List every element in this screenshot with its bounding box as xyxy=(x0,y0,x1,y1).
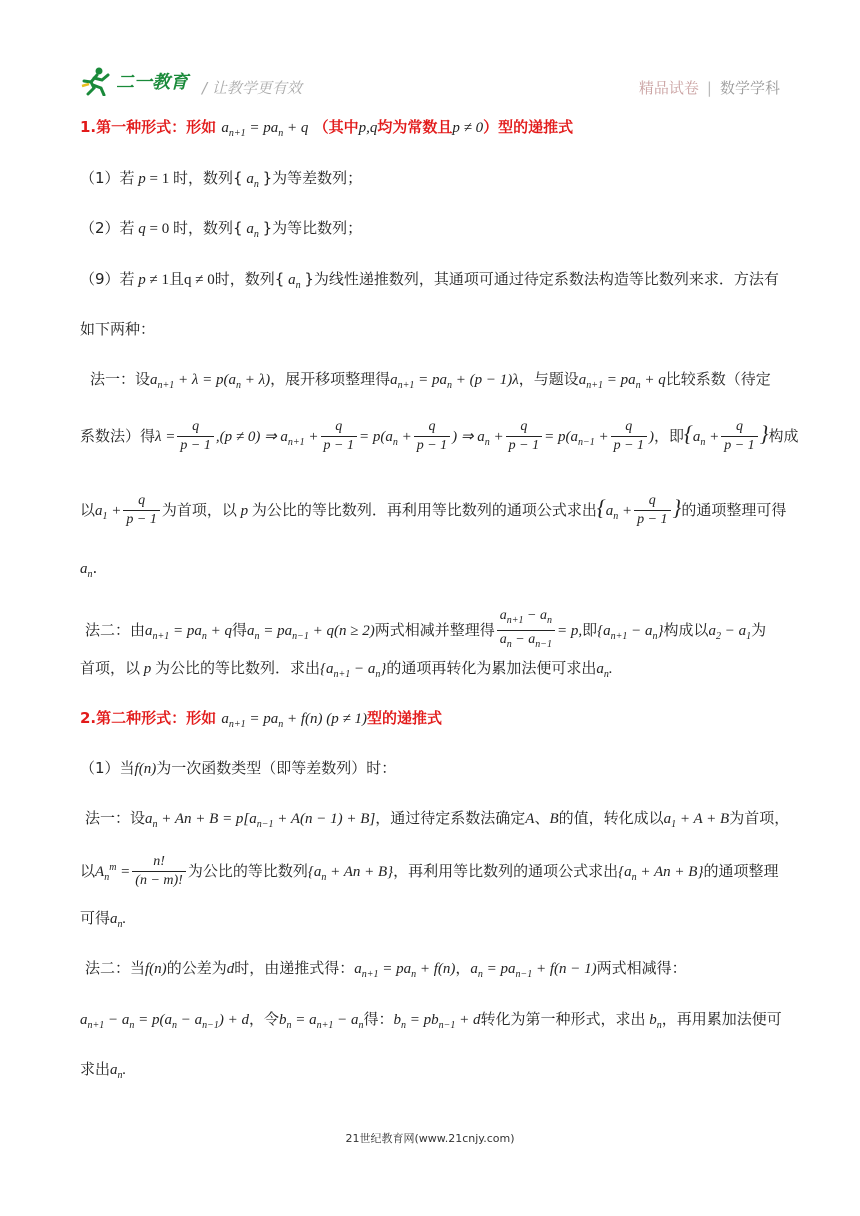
text: }为等差数列； xyxy=(262,169,363,187)
text: }为等比数列； xyxy=(262,219,363,237)
text: 为一次函数类型（即等差数列）时： xyxy=(156,759,397,777)
text: 的公差为 xyxy=(166,959,227,977)
text: （9）若 xyxy=(80,270,135,288)
method-2-line-1: 法二：由$a_{n+1} = pa_n + q$得$a_n = pa_{n-1} + q(n \ge 2)$两式相减并整理得 $\frac{a_{n+1} - a_n}{a_n - a_{n-1}}$ = p,即$\{a_{n+1} - a_n\}$构成以$a_2 - a_1$为 xyxy=(85,608,767,650)
text: 时，数列{ xyxy=(214,270,285,288)
s2-method-1-line-2: 以$A_n^m$ = $\frac{n!}{(n - m)!}$ 为公比的等比数列$\{a_n + An + B\}$，再利用等比数列的通项公式求出$\{a_n + An + B\}$的通项整理 xyxy=(80,854,779,888)
text: 两式相减并整理得 xyxy=(374,620,495,639)
s2-para-1: （1）当f(n)为一次函数类型（即等差数列）时： xyxy=(80,759,397,777)
header-right xyxy=(639,77,780,98)
text: 的通项整理 xyxy=(703,862,779,880)
text: ，再用累加法便可 xyxy=(661,1010,782,1028)
page-footer: 21世纪教育网(www.21cnjy.com) xyxy=(345,1132,515,1145)
text: 法二：当 xyxy=(85,959,146,977)
text: 为首项，以 xyxy=(161,501,237,519)
s2-method-2-line-1: 法二：当f(n)的公差为d时，由递推式得：$a_{n+1} = pa_n + f(n)$，$a_n = pa_{n-1} + f(n - 1)$两式相减得： xyxy=(85,959,687,980)
text: 可得 xyxy=(80,909,111,927)
text: 时，数列{ xyxy=(173,169,243,187)
page-header xyxy=(80,66,780,106)
text: （2）若 xyxy=(80,219,135,237)
s1-title-text: 1.第一种形式：形如 xyxy=(80,118,217,136)
text: 且 xyxy=(169,270,185,288)
text: 构成以 xyxy=(663,620,709,639)
text: （1）当 xyxy=(80,759,135,777)
text: 构成 xyxy=(768,427,799,445)
text: 为 xyxy=(751,620,767,639)
header-label: 精品试卷 xyxy=(638,79,699,97)
method-2-line-2: 首项，以 p 为公比的等比数列．求出$\{a_{n+1} - a_n\}$的通项再转化为累加法便可求出$a_n$. xyxy=(80,659,613,680)
text: 为公比的等比数列．再利用等比数列的通项公式求出 xyxy=(251,501,597,519)
s2-method-1-line-1: 法一：设$a_n + An + B = p[a_{n-1} + A(n - 1) + B]$，通过待定系数法确定A、B的值，转化成以$a_1 + A + B$为首项， xyxy=(85,809,790,830)
section-2-title: 2.第二种形式：形如 $a_{n+1} = pa_n + f(n) (p \ne 1)$型的递推式 xyxy=(80,709,443,730)
section-1-title: 1.第一种形式：形如 $a_{n+1} = pa_n + q$ （其中p,q均为常数且p ≠ 0）型的递推式 xyxy=(80,118,574,139)
text: ，再利用等比数列的通项公式求出 xyxy=(393,862,619,880)
header-separator: | xyxy=(706,79,712,97)
s2-method-2-line-2: $a_{n+1} - a_n = p(a_n - a_{n-1}) + d$，令$b_n = a_{n+1} - a_n$得：$b_n = pb_{n-1} + d$转化为第一种形式，求出 $b_n$，再用累加法便可 xyxy=(80,1010,782,1031)
text: 法二：由 xyxy=(85,620,146,639)
text: 系数法）得 xyxy=(80,427,156,445)
s1-para-3-cont: 如下两种： xyxy=(80,320,156,338)
text: 以 xyxy=(80,862,96,880)
text: ，展开移项整理得 xyxy=(270,370,391,388)
s1-title-paren: （其中 xyxy=(313,118,359,136)
text: 比较系数（待定 xyxy=(665,370,771,388)
text: 时，由递推式得： xyxy=(234,959,355,977)
s2-title-text: 2.第二种形式：形如 xyxy=(80,709,217,727)
text: 即 xyxy=(582,620,598,639)
s2-method-2-line-3: 求出$a_n$. xyxy=(80,1060,127,1081)
text: 为公比的等比数列．求出 xyxy=(155,659,321,677)
runner-logo-icon xyxy=(80,66,112,96)
logo-text: 二一教育 xyxy=(116,72,188,93)
text: }为线性递推数列，其通项可通过待定系数法构造等比数列来求．方法有 xyxy=(304,270,779,288)
text: ，与题设 xyxy=(518,370,579,388)
text: 时，数列{ xyxy=(173,219,243,237)
method-1-line-1: 法一：设$a_{n+1} + \lambda = p(a_n + \lambda)$，展开移项整理得$a_{n+1} = pa_n + (p - 1)\lambda$，与题设$a_{n+1} = pa_n + q$比较系数（待定 xyxy=(90,370,771,391)
text: 得： xyxy=(363,1010,394,1028)
text: 为首项， xyxy=(729,809,790,827)
logo xyxy=(80,66,188,96)
method-1-line-4: $a_n$. xyxy=(80,559,98,580)
slogan: / 让教学更有效 xyxy=(202,79,302,97)
text: ，令 xyxy=(249,1010,280,1028)
text: 转化为第一种形式，求出 xyxy=(480,1010,646,1028)
text: （1）若 xyxy=(80,169,135,187)
text: 的值，转化成以 xyxy=(558,809,664,827)
header-subject: 数学学科 xyxy=(719,79,780,97)
s1-para-2: （2）若 q = 0 时，数列{ $a_n$ }为等比数列； xyxy=(80,219,363,240)
text: 得 xyxy=(232,620,248,639)
text: ，即 xyxy=(654,427,685,445)
s2-method-1-line-3: 可得$a_n$. xyxy=(80,909,127,930)
text: 以 xyxy=(80,501,96,519)
text: . xyxy=(92,559,98,577)
s1-para-1: （1）若 p = 1 时，数列{ $a_n$ }为等差数列； xyxy=(80,169,363,190)
text: 的通项再转化为累加法便可求出 xyxy=(386,659,597,677)
text: 两式相减得： xyxy=(596,959,687,977)
text: 法一：设 xyxy=(90,370,151,388)
text: ，通过待定系数法确定 xyxy=(375,809,526,827)
s1-title-post: ）型的递推式 xyxy=(483,118,574,136)
text: 为公比的等比数列 xyxy=(187,862,308,880)
text: 首项，以 xyxy=(80,659,141,677)
method-1-line-3: 以$a_1$ + $\frac{q}{p - 1}$ 为首项，以 p 为公比的等比数列．再利用等比数列的通项公式求出{$a_n$ + $\frac{q}{p - 1}$ }的通项整理可得 xyxy=(80,493,787,527)
text: 法一：设 xyxy=(85,809,146,827)
text: 的通项整理可得 xyxy=(681,501,787,519)
s1-title-mid: 均为常数且 xyxy=(377,118,453,136)
text: 求出 xyxy=(80,1060,111,1078)
s2-title-post: 型的递推式 xyxy=(367,709,443,727)
method-1-line-2: 系数法）得λ = $\frac{q}{p - 1}$ ,(p ≠ 0) ⇒ $a_{n+1}$ + $\frac{q}{p - 1}$ = $p(a_n$ + $\frac{q}{p - 1}$ ) ⇒ $a_n$ + $\frac{q}{p - 1}$ = $p(a_{n-1}$ + $\frac{q}{p - 1}$ )，即{$a_n$ + $\frac{q}{p - 1}$ }构成 xyxy=(80,419,799,453)
s1-para-3: （9）若 p ≠ 1且q ≠ 0时，数列{ $a_n$ }为线性递推数列，其通项可通过待定系数法构造等比数列来求．方法有 xyxy=(80,270,779,291)
